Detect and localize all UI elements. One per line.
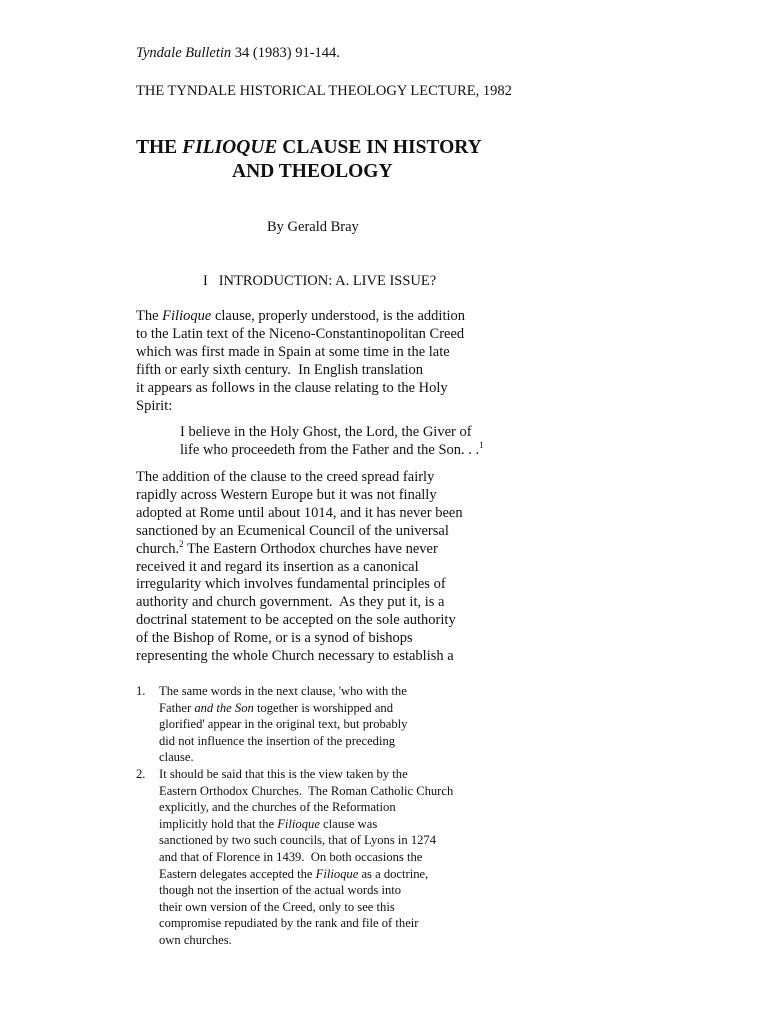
title-prefix: THE <box>136 137 183 158</box>
text-line: sanctioned by two such councils, that of Lyons in 1274 <box>159 833 437 848</box>
text-line: authority and church government. As they put it, is a <box>136 594 445 611</box>
text-run: Father <box>159 700 195 715</box>
text-run: together is worshipped and <box>253 700 393 715</box>
text-line: It should be said that this is the view taken by the <box>159 766 408 781</box>
title-italic-word: FILIOQUE <box>182 137 278 158</box>
paragraph-intro <box>136 308 486 415</box>
text-line: I believe in the Holy Ghost, the Lord, the Giver of <box>180 424 472 440</box>
text-run: The Eastern Orthodox churches have never <box>183 540 438 557</box>
text-line <box>180 442 510 460</box>
text-line: doctrinal statement to be accepted on the sole authority <box>136 612 456 629</box>
text-line <box>159 700 496 717</box>
text-line: their own version of the Creed, only to see this <box>159 899 395 914</box>
text-line <box>159 866 496 883</box>
article-title <box>136 136 516 184</box>
text-run: implicitly hold that the <box>159 816 278 831</box>
italic-term: and the Son <box>194 700 254 715</box>
creed-quotation <box>180 424 510 460</box>
italic-term: Filioque <box>162 308 212 324</box>
text-line: irregularity which involves fundamental principles of <box>136 576 446 593</box>
italic-term: Filioque <box>277 816 320 831</box>
text-line: Spirit: <box>136 397 173 414</box>
footnote-1 <box>136 683 496 766</box>
text-run: life who proceedeth from the Father and the Son. . . <box>180 441 480 458</box>
text-line: of the Bishop of Rome, or is a synod of bishops <box>136 630 413 647</box>
footnote-ref-1[interactable]: 1 <box>479 440 484 451</box>
text-line <box>136 308 486 326</box>
citation-details: 34 (1983) 91-144. <box>231 45 340 61</box>
text-line <box>136 538 486 559</box>
text-line: The addition of the clause to the creed spread fairly <box>136 469 435 485</box>
text-line: received it and regard its insertion as a canonical <box>136 558 419 575</box>
footnote-number: 1. <box>136 684 146 698</box>
text-line: own churches. <box>159 932 232 947</box>
text-line: though not the insertion of the actual words into <box>159 883 402 898</box>
text-line: to the Latin text of the Niceno-Constantinopolitan Creed <box>136 325 465 342</box>
text-run: church. <box>136 540 180 557</box>
text-line: and that of Florence in 1439. On both occasions the <box>159 849 423 864</box>
text-run: clause, properly understood, is the addition <box>211 308 466 324</box>
text-line: compromise repudiated by the rank and file of their <box>159 916 419 931</box>
title-suffix: CLAUSE IN HISTORY <box>277 137 482 158</box>
footnote-number: 2. <box>136 766 146 781</box>
text-line: representing the whole Church necessary to establish a <box>136 648 454 665</box>
text-line: rapidly across Western Europe but it was not finally <box>136 486 437 503</box>
text-line: glorified' appear in the original text, but probably <box>159 717 408 732</box>
text-line: did not influence the insertion of the preceding <box>159 733 396 748</box>
text-line: adopted at Rome until about 1014, and it has never been <box>136 504 463 521</box>
text-run: The <box>136 308 163 324</box>
text-line: Eastern Orthodox Churches. The Roman Catholic Church <box>159 783 454 798</box>
journal-name: Tyndale Bulletin <box>136 45 232 61</box>
journal-citation <box>136 45 340 62</box>
text-line: clause. <box>159 750 194 765</box>
text-line: fifth or early sixth century. In English translation <box>136 361 423 378</box>
text-line: it appears as follows in the clause relating to the Holy <box>136 379 448 396</box>
author-byline: By Gerald Bray <box>267 219 359 235</box>
text-run: clause was <box>319 816 378 831</box>
footnote-ref-2[interactable]: 2 <box>179 538 184 549</box>
text-line: which was first made in Spain at some time in the late <box>136 343 450 360</box>
lecture-title: THE TYNDALE HISTORICAL THEOLOGY LECTURE, 1982 <box>136 83 512 99</box>
footnote-2 <box>136 766 496 949</box>
text-line: explicitly, and the churches of the Reformation <box>159 800 396 815</box>
paragraph-addition <box>136 469 486 666</box>
text-line: The same words in the next clause, 'who with the <box>159 684 407 698</box>
title-line-2: AND THEOLOGY <box>232 161 393 182</box>
text-line <box>159 816 496 833</box>
italic-term: Filioque <box>315 866 359 881</box>
text-run: Eastern delegates accepted the <box>159 866 316 881</box>
text-run: as a doctrine, <box>358 866 429 881</box>
footnotes <box>136 683 496 949</box>
section-heading: I INTRODUCTION: A. LIVE ISSUE? <box>203 273 437 289</box>
text-line: sanctioned by an Ecumenical Council of the universal <box>136 522 449 539</box>
